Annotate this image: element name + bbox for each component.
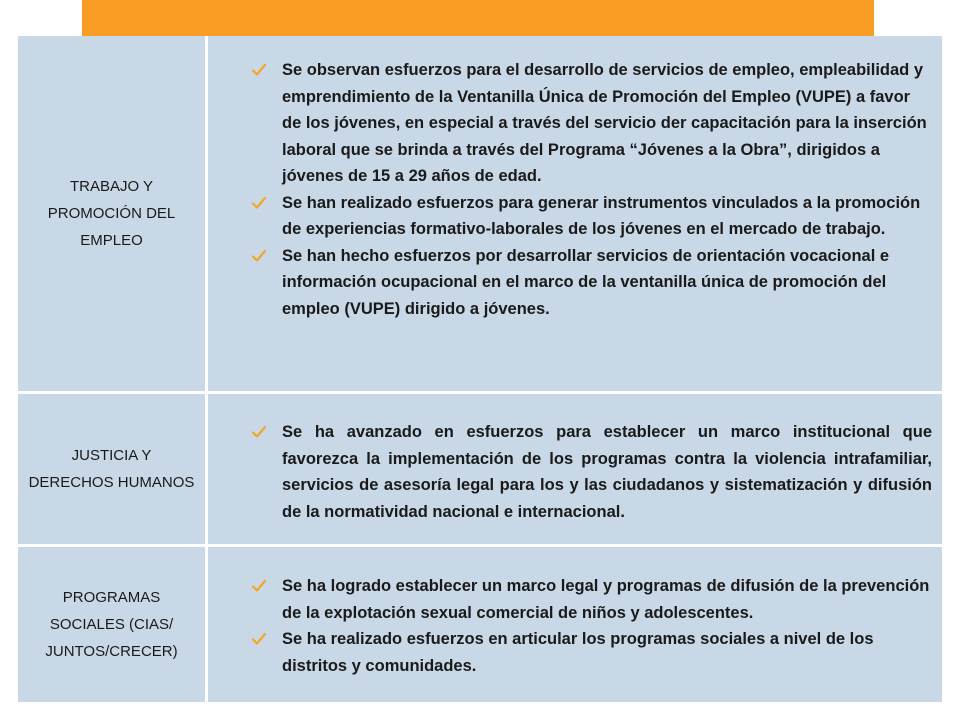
row-content-programas [208, 547, 942, 702]
checkmark-icon [252, 63, 266, 77]
header-accent-bar [82, 0, 874, 36]
list-item [252, 573, 932, 626]
checkmark-icon [252, 196, 266, 210]
checkmark-icon [252, 249, 266, 263]
row-label-text: PROGRAMAS SOCIALES (CIAS/ JUNTOS/CRECER) [45, 589, 178, 660]
list-item-text: Se ha logrado establecer un marco legal y programas de difusión de la prevención de la explotación sexual comercial de niños y adolescentes. [282, 577, 930, 622]
list-item-text: Se han hecho esfuerzos por desarrollar servicios de orientación vocacional e información ocupacional en el marco de la ventanilla única de promoción del empleo (VUPE) dirigido a jóvenes. [282, 246, 890, 318]
bullet-list [252, 57, 932, 322]
list-item-text: Se ha avanzado en esfuerzos para establecer un marco institucional que favorezca la implementación de los programas contra la violencia intrafamiliar, servicios de asesoría legal para los y las ciudadanos y sistematización y difusión de la normatividad nacional e internacional. [282, 423, 932, 521]
list-item-text: Se han realizado esfuerzos para generar instrumentos vinculados a la promoción de experiencias formativo-laborales de los jóvenes en el mercado de trabajo. [282, 193, 921, 238]
summary-table [18, 36, 942, 702]
bullet-list [252, 573, 932, 679]
list-item [252, 243, 932, 323]
row-content-trabajo [208, 36, 942, 394]
list-item-text: Se ha realizado esfuerzos en articular los programas sociales a nivel de los distritos y comunidades. [282, 630, 874, 675]
row-content-justicia [208, 394, 942, 547]
checkmark-icon [252, 632, 266, 646]
bullet-list [252, 419, 932, 525]
checkmark-icon [252, 579, 266, 593]
checkmark-icon [252, 425, 266, 439]
row-label-justicia [18, 394, 208, 547]
row-label-trabajo [18, 36, 208, 394]
row-label-text: JUSTICIA Y DERECHOS HUMANOS [28, 447, 195, 491]
list-item-text: Se observan esfuerzos para el desarrollo de servicios de empleo, empleabilidad y emprendimiento de la Ventanilla Única de Promoción del Empleo (VUPE) a favor de los jóvenes, en especial a través del servicio der capacitación para la inserción laboral que se brinda a través del Programa “Jóvenes a la Obra”, dirigidos a jóvenes de 15 a 29 años de edad. [282, 61, 927, 185]
list-item [252, 626, 932, 679]
row-label-text: TRABAJO Y PROMOCIÓN DEL EMPLEO [47, 178, 176, 249]
list-item [252, 419, 932, 525]
row-label-programas [18, 547, 208, 702]
list-item [252, 57, 932, 190]
list-item [252, 190, 932, 243]
